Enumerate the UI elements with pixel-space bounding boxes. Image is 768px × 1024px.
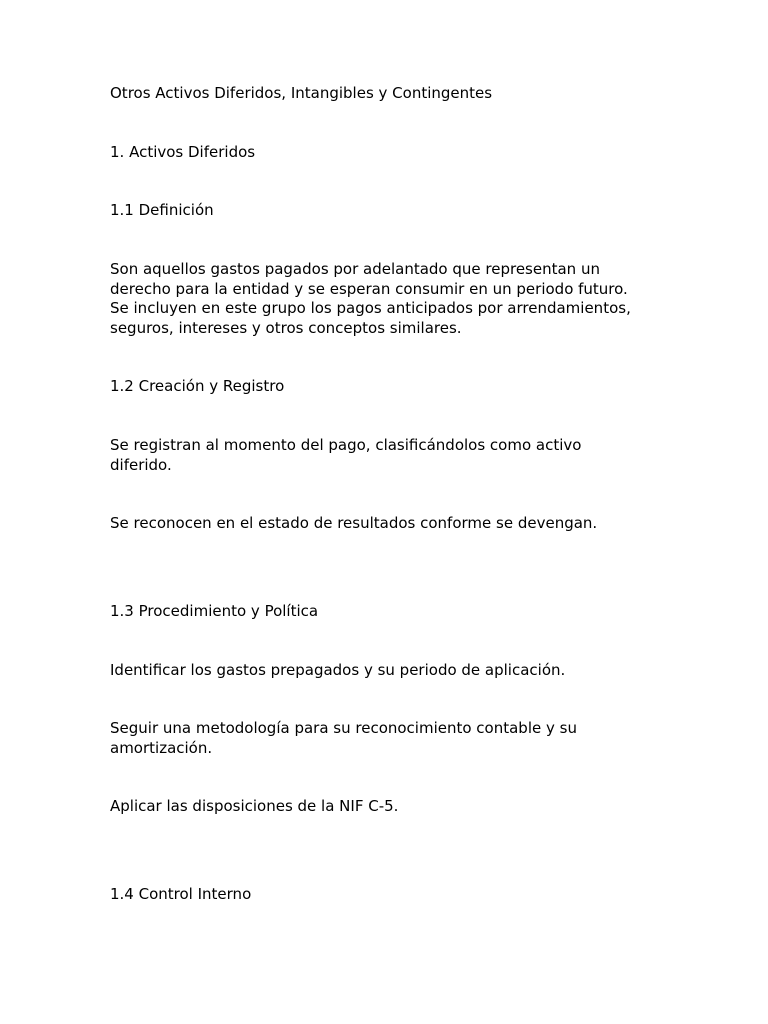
registro-line: diferido. [110,455,172,474]
procedimiento-paragraph-1: Identificar los gastos prepagados y su periodo de aplicación. [110,661,566,679]
procedimiento-line: amortización. [110,738,213,757]
section-heading-activos-diferidos: 1. Activos Diferidos [110,143,256,161]
procedimiento-paragraph-3: Aplicar las disposiciones de la NIF C-5. [110,797,399,815]
procedimiento-line: Seguir una metodología para su reconocimiento contable y su [110,719,577,737]
definition-paragraph [110,260,670,338]
definition-line: Se incluyen en este grupo los pagos anticipados por arrendamientos, [110,299,631,318]
procedimiento-paragraph-2 [110,719,670,758]
section-heading-definicion: 1.1 Definición [110,201,214,219]
definition-line: seguros, intereses y otros conceptos similares. [110,318,462,337]
registro-paragraph [110,436,670,475]
section-heading-creacion-registro: 1.2 Creación y Registro [110,377,285,395]
definition-line: Son aquellos gastos pagados por adelantado que representan un [110,260,600,278]
definition-line: derecho para la entidad y se esperan consumir en un periodo futuro. [110,279,628,298]
reconocimiento-paragraph: Se reconocen en el estado de resultados conforme se devengan. [110,514,598,532]
registro-line: Se registran al momento del pago, clasificándolos como activo [110,436,582,454]
document-title: Otros Activos Diferidos, Intangibles y Contingentes [110,84,493,102]
section-heading-control-interno: 1.4 Control Interno [110,885,252,903]
section-heading-procedimiento-politica: 1.3 Procedimiento y Política [110,602,319,620]
